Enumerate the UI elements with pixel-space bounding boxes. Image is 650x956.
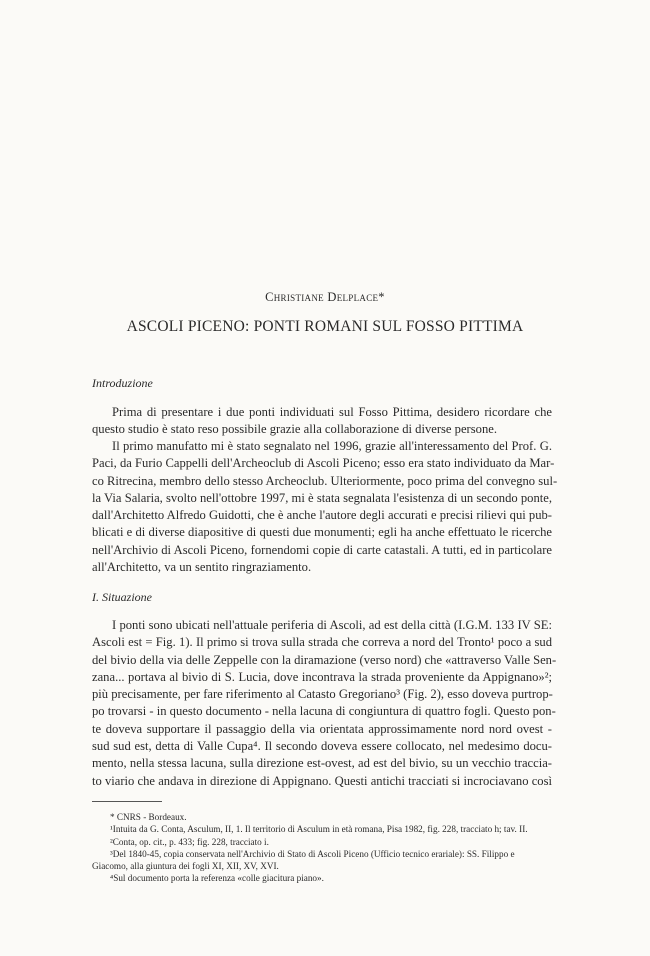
text-line: nell'Archivio di Ascoli Piceno, fornendomi copie di carte catastali. A tutti, ed in particolare — [92, 542, 552, 557]
text-line: zana... portava al bivio di S. Lucia, dove incontrava la strada proveniente da Appignano»²; — [92, 669, 552, 684]
paragraph-situazione-1 — [92, 617, 557, 790]
footnote: ³Del 1840-45, copia conservata nell'Archivio di Stato di Ascoli Piceno (Ufficio tecnico erariale): SS. Filippo e — [110, 848, 515, 859]
footnote: ⁴Sul documento porta la referenza «colle giacitura piano». — [110, 873, 324, 884]
footnote: * CNRS - Bordeaux. — [110, 812, 187, 822]
text-line: mento, nella stessa lacuna, sulla direzione est-ovest, ad est del bivio, su un vecchio traccia- — [92, 756, 552, 771]
text-line: la Via Salaria, svolto nell'ottobre 1997, mi è stata segnalata l'esistenza di un secondo ponte, — [92, 490, 552, 505]
paragraph-intro-1 — [92, 404, 552, 439]
footnote-continuation: Giacomo, alla giuntura dei fogli XI, XII, XV, XVI. — [92, 861, 279, 872]
text-line: Il primo manufatto mi è stato segnalato nel 1996, grazie all'interessamento del Prof. G. — [112, 439, 552, 453]
footnote: ¹Intuita da G. Conta, Asculum, II, 1. Il territorio di Asculum in età romana, Pisa 1982, fig. 228, tracciato h; tav. II. — [110, 824, 528, 835]
text-line: blicati e di diverse diapositive di questi due monumenti; egli ha anche effettuato le ricerche — [92, 525, 552, 540]
text-line: to viario che andava in direzione di Appignano. Questi antichi tracciati si incrociavano così — [92, 773, 552, 788]
text-line: all'Architetto, va un sentito ringraziamento. — [92, 560, 312, 575]
text-line: co Ritrecina, membro dello stesso Archeoclub. Ulteriormente, poco prima del convegno sul- — [92, 473, 558, 488]
footnote: ²Conta, op. cit., p. 433; fig. 228, tracciato i. — [110, 836, 269, 847]
text-line: questo studio è stato reso possibile grazie alla collaborazione di diverse persone. — [92, 422, 497, 437]
author-name: Christiane Delplace* — [265, 290, 385, 304]
text-line: dall'Architetto Alfredo Guidotti, che è anche l'autore degli accurati e precisi rilievi qui pub- — [92, 508, 552, 523]
text-line: Paci, da Furio Cappelli dell'Archeoclub di Ascoli Piceno; esso era stato individuato da Mar- — [92, 456, 555, 471]
text-line: po trovarsi - in questo documento - nella lacuna di congiuntura di quattro fogli. Questo pon- — [92, 704, 556, 719]
text-line: del bivio della via delle Zeppelle con la diramazione (verso nord) che «attraverso Valle Sen- — [92, 652, 557, 667]
text-line: te doveva supportare il passaggio della via orientata approssimamente nord nord ovest - — [92, 721, 552, 736]
footnotes — [92, 811, 552, 885]
text-line: sud sud est, detta di Valle Cupa⁴. Il secondo doveva essere collocato, nel medesimo docu- — [92, 739, 552, 754]
article-title: ASCOLI PICENO: PONTI ROMANI SUL FOSSO PITTIMA — [126, 318, 524, 335]
text-line: I ponti sono ubicati nell'attuale periferia di Ascoli, ad est della città (I.G.M. 133 IV SE: — [112, 618, 552, 632]
text-line: più precisamente, per fare riferimento al Catasto Gregoriano³ (Fig. 2), esso doveva purtrop- — [92, 687, 553, 702]
text-line: Ascoli est = Fig. 1). Il primo si trova sulla strada che correva a nord del Tronto¹ poco a sud — [92, 635, 552, 650]
text-line: Prima di presentare i due ponti individuati sul Fosso Pittima, desidero ricordare che — [112, 405, 552, 419]
section-heading-introduzione: Introduzione — [92, 376, 153, 390]
paragraph-intro-2 — [92, 438, 558, 576]
section-heading-situazione: I. Situazione — [92, 590, 152, 604]
footnote-divider — [92, 801, 162, 802]
